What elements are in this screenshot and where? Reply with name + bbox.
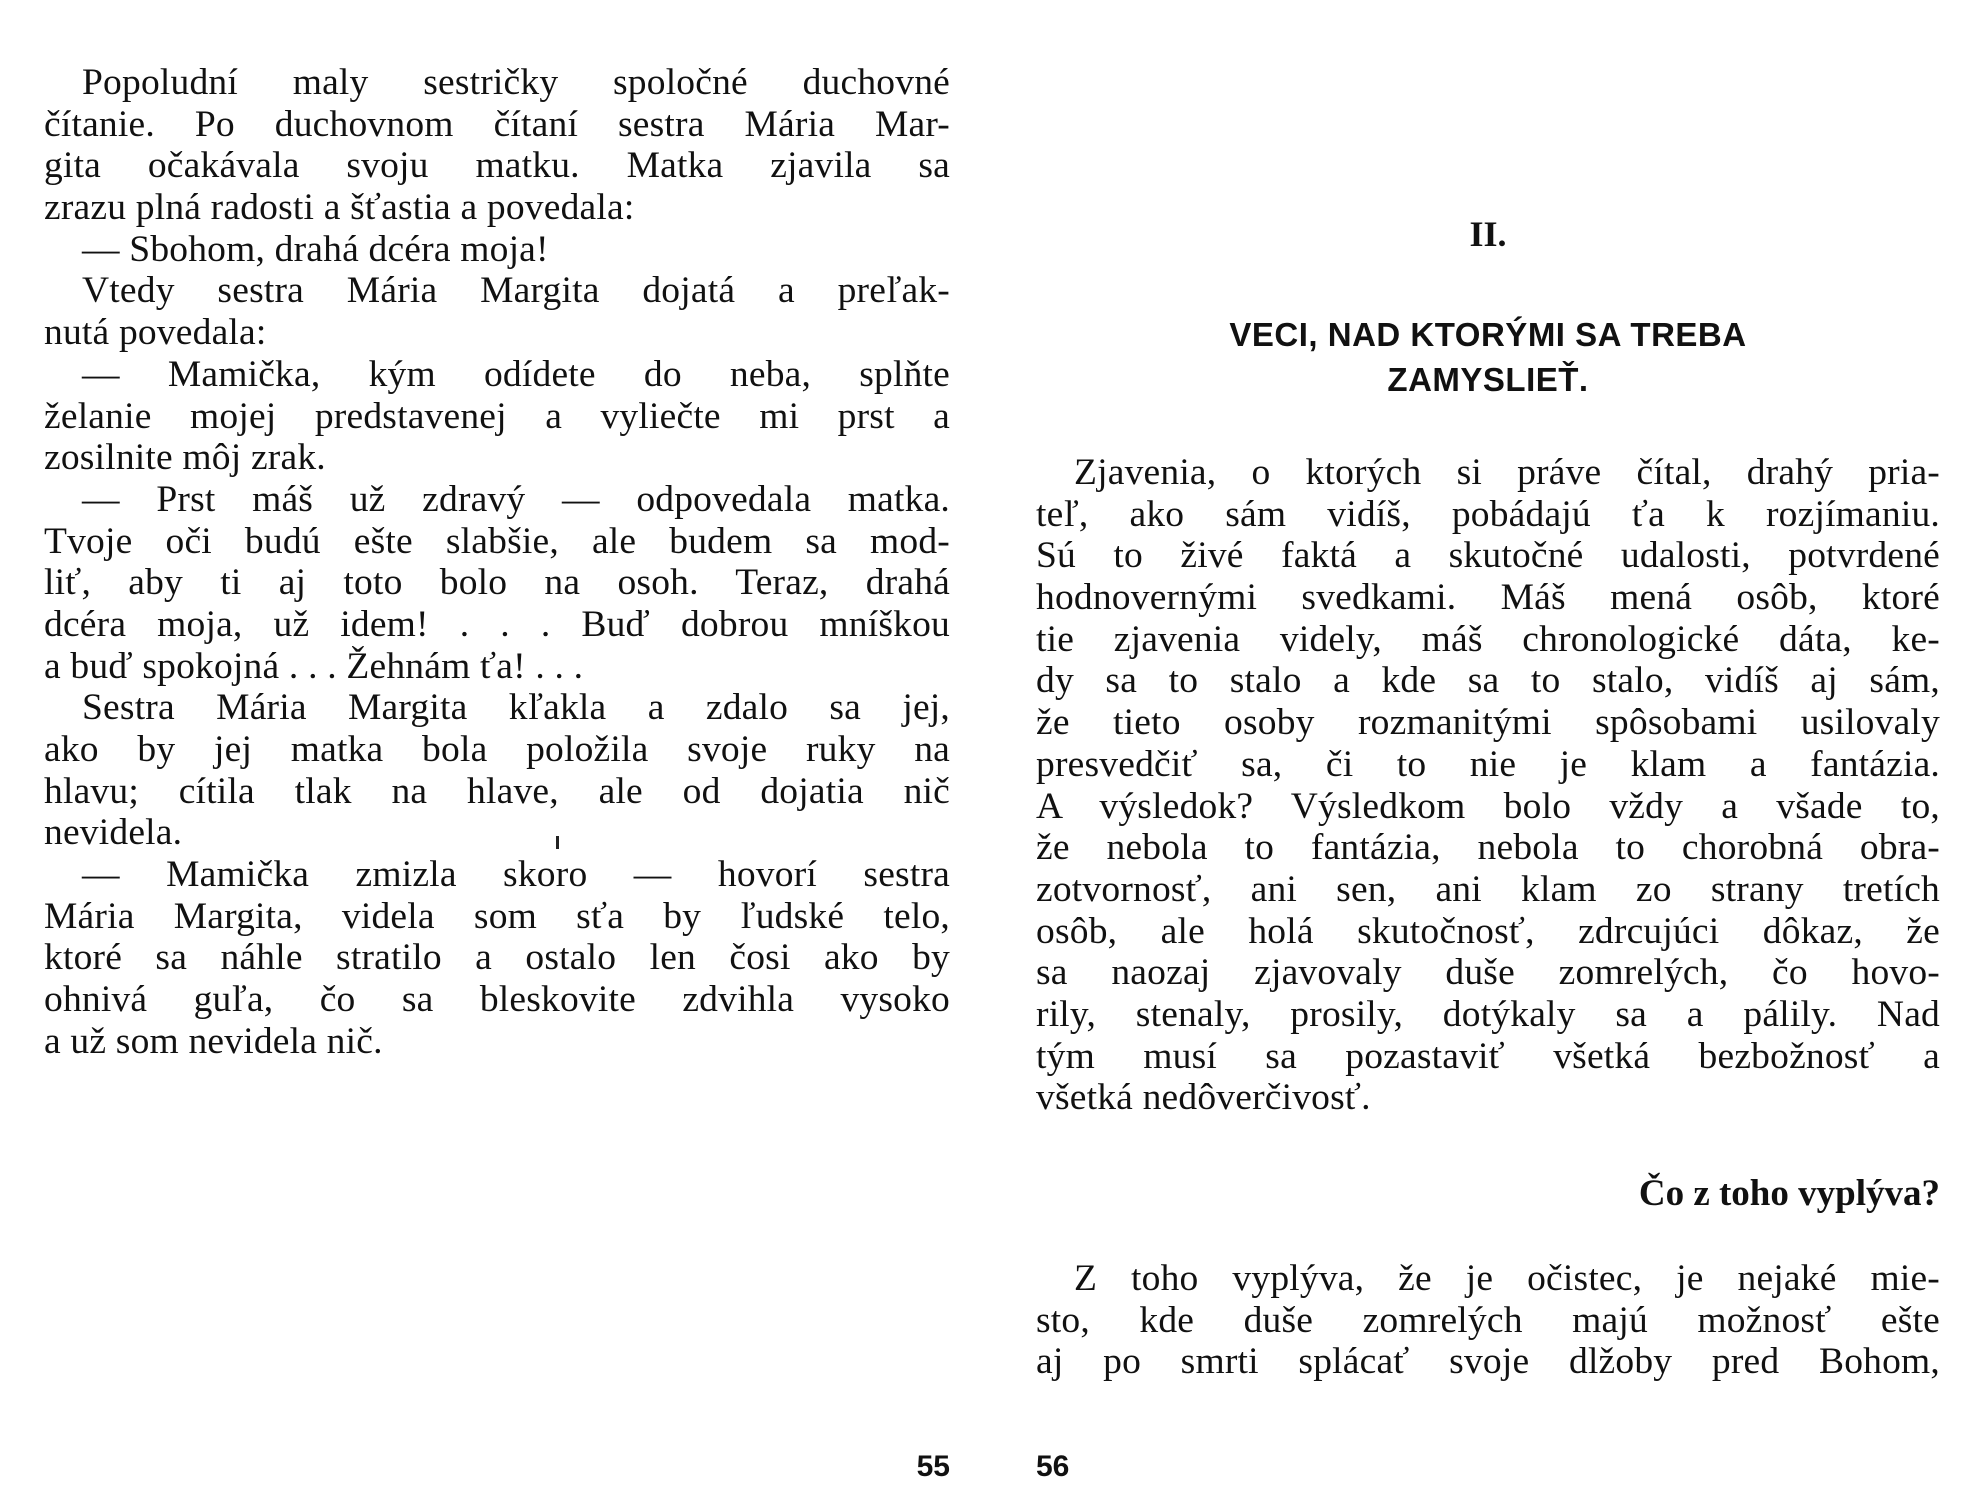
text-line: ohnivá guľa, čo sa bleskovite zdvihla vysoko (44, 979, 950, 1021)
text-line: nevidela. (44, 812, 183, 854)
section-subheading: Čo z toho vyplýva? (1638, 1173, 1940, 1214)
text-line: Popoludní maly sestričky spoločné duchovné (82, 62, 950, 103)
text-line: Sestra Mária Margita kľakla a zdalo sa jej, (82, 687, 950, 729)
text-line: že nebola to fantázia, nebola to chorobná obra- (1036, 827, 1940, 869)
text-line: Zjavenia, o ktorých si práve čítal, drahý pria- (1074, 452, 1940, 493)
chapter-title-line: VECI, NAD KTORÝMI SA TREBA (1229, 316, 1747, 353)
text-line: — Sbohom, drahá dcéra moja! (82, 228, 549, 270)
text-line: Mária Margita, videla som sťa by ľudské telo, (44, 895, 950, 937)
text-line: dcéra moja, už idem! . . . Buď dobrou mníškou (44, 603, 950, 645)
text-line: hlavu; cítila tlak na hlave, ale od dojatia nič (44, 770, 950, 812)
text-line: presvedčiť sa, či to nie je klam a fantázia. (1036, 743, 1940, 785)
text-line: teľ, ako sám vidíš, pobádajú ťa k rozjímaniu. (1036, 493, 1940, 535)
text-line: gita očakávala svoju matku. Matka zjavila sa (44, 145, 950, 187)
text-line: — Mamička zmizla skoro — hovorí sestra (82, 854, 950, 896)
text-line: čítanie. Po duchovnom čítaní sestra Mária Mar- (44, 103, 950, 145)
text-line: tým musí sa pozastaviť všetká bezbožnosť a (1036, 1035, 1940, 1077)
text-line: sa naozaj zjavovaly duše zomrelých, čo hovo- (1036, 952, 1940, 994)
text-line: zrazu plná radosti a šťastia a povedala: (44, 187, 635, 229)
text-line: ktoré sa náhle stratilo a ostalo len čosi ako by (44, 937, 950, 979)
text-line: zosilnite môj zrak. (44, 437, 326, 479)
text-line: — Prst máš už zdravý — odpovedala matka. (82, 478, 950, 520)
text-line: tie zjavenia videly, máš chronologické dáta, ke- (1036, 618, 1940, 660)
text-line: sto, kde duše zomrelých majú možnosť ešte (1036, 1299, 1940, 1341)
page-number-right: 56 (1036, 1450, 1070, 1483)
chapter-number: II. (1469, 214, 1507, 254)
stray-ink-mark (556, 836, 559, 849)
text-line: Tvoje oči budú ešte slabšie, ale budem sa mod- (44, 520, 950, 562)
page-number-left: 55 (916, 1450, 950, 1483)
text-line: aj po smrti splácať svoje dlžoby pred Bohom, (1036, 1341, 1940, 1383)
text-line: nutá povedala: (44, 312, 267, 354)
text-line: zotvornosť, ani sen, ani klam zo strany tretích (1036, 868, 1940, 910)
chapter-title (1036, 312, 1940, 402)
right-page (1036, 0, 1940, 1500)
text-line: ako by jej matka bola položila svoje ruky na (44, 729, 950, 770)
text-line: všetká nedôverčivosť. (1036, 1077, 1371, 1119)
text-line: liť, aby ti aj toto bolo na osoh. Teraz, drahá (44, 562, 950, 604)
left-page (44, 0, 950, 1500)
text-line: a buď spokojná . . . Žehnám ťa! . . . (44, 645, 584, 687)
text-line: A výsledok? Výsledkom bolo vždy a všade to, (1036, 785, 1940, 827)
text-line: — Mamička, kým odídete do neba, splňte (82, 353, 950, 395)
text-line: želanie mojej predstavenej a vyliečte mi prst a (44, 395, 950, 437)
text-line: a už som nevidela nič. (44, 1020, 383, 1062)
text-line: osôb, ale holá skutočnosť, zdrcujúci dôkaz, že (1036, 910, 1940, 952)
text-line: Sú to živé faktá a skutočné udalosti, potvrdené (1036, 535, 1940, 577)
right-page-paragraph-1 (1036, 452, 1940, 1119)
left-page-text (44, 62, 950, 1063)
text-line: rily, stenaly, prosily, dotýkaly sa a pálily. Nad (1036, 993, 1940, 1035)
right-page-paragraph-2 (1036, 1258, 1940, 1383)
chapter-title-line: ZAMYSLIEŤ. (1387, 361, 1589, 398)
text-line: Z toho vyplýva, že je očistec, je nejaké mie- (1074, 1258, 1940, 1299)
text-line: Vtedy sestra Mária Margita dojatá a preľak- (82, 270, 950, 312)
text-line: že tieto osoby rozmanitými spôsobami usilovaly (1036, 702, 1940, 744)
text-line: dy sa to stalo a kde sa to stalo, vidíš aj sám, (1036, 660, 1940, 702)
text-line: hodnovernými svedkami. Máš mená osôb, ktoré (1036, 577, 1940, 619)
